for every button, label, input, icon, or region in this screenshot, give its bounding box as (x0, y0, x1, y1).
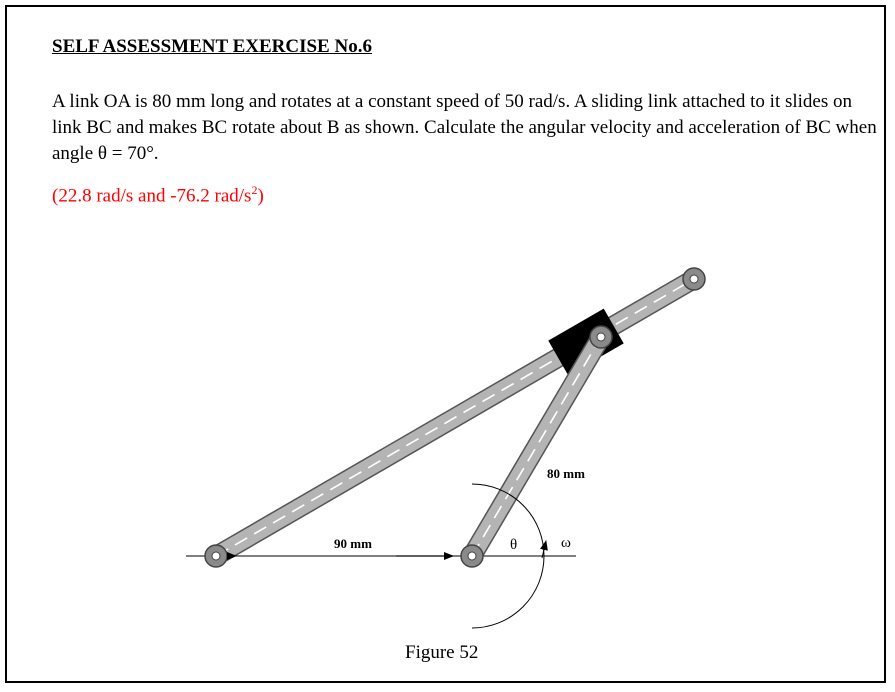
figure-caption: Figure 52 (405, 642, 479, 663)
dimension-label-90mm: 90 mm (334, 536, 372, 551)
answer-text (52, 183, 264, 207)
theta-label: θ (510, 537, 518, 553)
link-length-label-80mm: 80 mm (547, 466, 585, 481)
problem-statement: A link OA is 80 mm long and rotates at a constant speed of 50 rad/s. A sliding link attached to it slides on link BC and makes BC rotate about B as shown. Calculate the angular velocity and acceleration of BC when angle θ = 70°. (52, 91, 877, 164)
link-bc (216, 279, 694, 556)
pivot-o (461, 545, 483, 567)
answer-exponent: 2 (251, 183, 258, 197)
pivot-c (683, 268, 705, 290)
mechanism-figure (166, 236, 726, 636)
exercise-title: SELF ASSESSMENT EXERCISE No.6 (52, 36, 372, 57)
answer-prefix: (22.8 rad/s and -76.2 rad/s (52, 185, 252, 207)
omega-label: ω (561, 535, 571, 551)
answer-suffix: ) (257, 185, 264, 207)
pivot-b (205, 545, 227, 567)
pivot-a (590, 326, 612, 348)
